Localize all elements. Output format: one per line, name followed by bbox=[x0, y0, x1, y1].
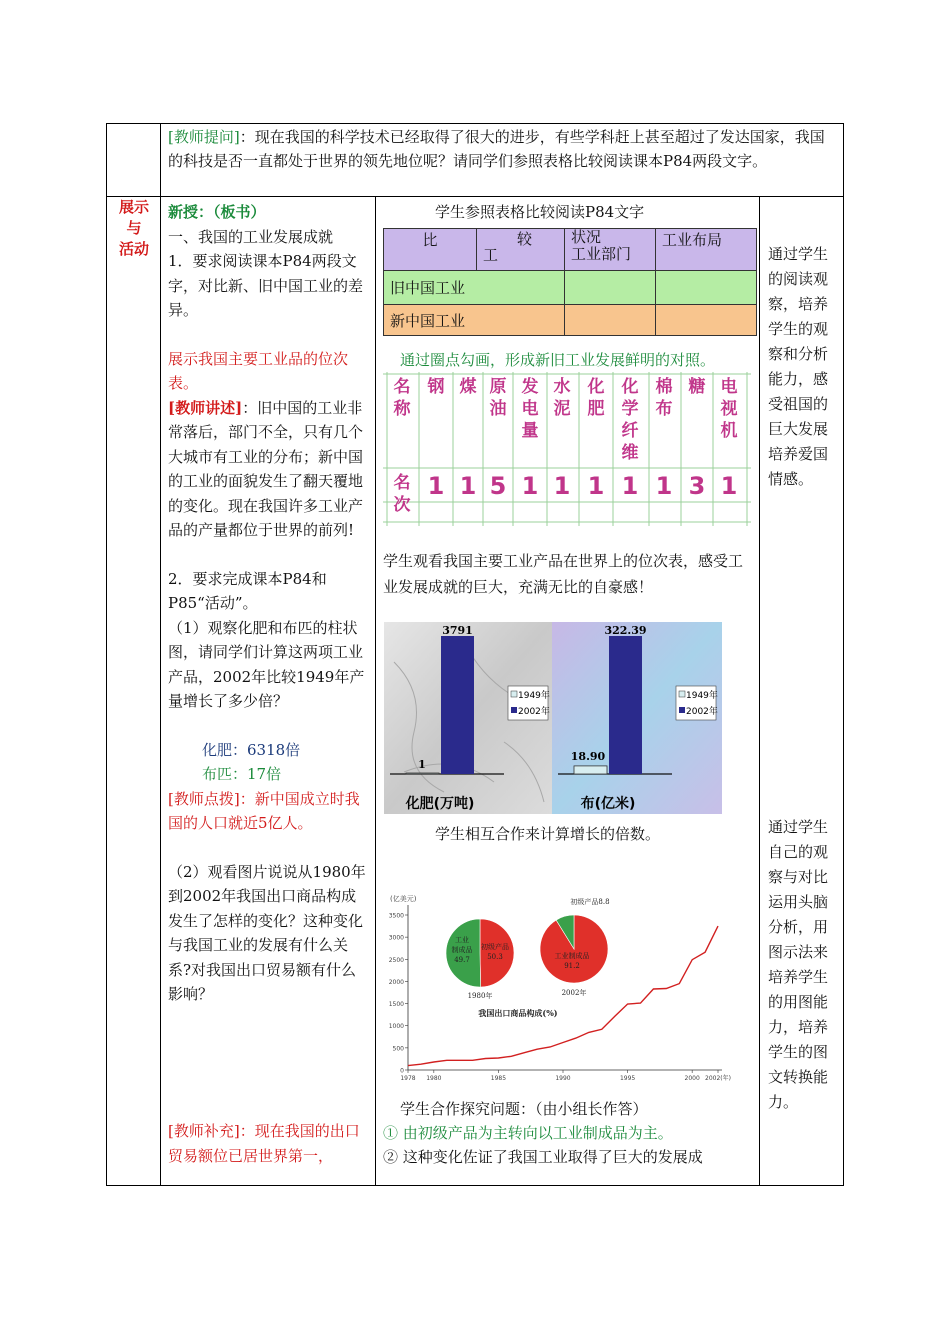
old-china-row bbox=[384, 271, 757, 305]
export-x-tick-label: 1990 bbox=[555, 1075, 571, 1082]
cloth-legend-swatch-1949 bbox=[679, 691, 685, 697]
pie-1980-label-a: 工业 bbox=[455, 936, 469, 944]
teacher-talk-text: ：旧中国的工业非常落后，部门不全，只有几个大城市有工业的分布；新中国的工业的面貌发生了翻天覆地的变化。现在我国许多工业产品的产量都位于世界的前列! bbox=[168, 398, 364, 539]
rank-num-chem-fiber: 1 bbox=[621, 472, 639, 500]
new-china-label: 新中国工业 bbox=[384, 305, 565, 336]
purpose-1: 通过学生的阅读观察，培养学生的观察和分析能力，感受祖国的巨大发展培养爱国情感。 bbox=[768, 245, 829, 488]
cloth-label-1949: 18.90 bbox=[570, 749, 606, 763]
table-right-border bbox=[843, 123, 844, 1186]
fertilizer-title: 化肥(万吨) bbox=[405, 796, 475, 812]
cloth-title: 布(亿米) bbox=[580, 796, 636, 812]
export-chart bbox=[388, 875, 740, 1090]
step2-text: 2．要求完成课本P84和P85“活动”。 bbox=[168, 569, 327, 612]
teacher-supplement-text: ：现在我国的出口贸易额位已居世界第一， bbox=[168, 1122, 360, 1165]
table-bottom-border bbox=[106, 1185, 844, 1186]
rank-num-crude-oil: 5 bbox=[489, 472, 507, 500]
header-sector-label: 工业部门 bbox=[571, 245, 632, 263]
fertilizer-label-2002: 3791 bbox=[442, 624, 473, 637]
teacher-talk-tag: [教师讲述] bbox=[168, 398, 243, 417]
cloth-legend-2002: 2002年 bbox=[686, 707, 718, 717]
comparison-header-row bbox=[384, 229, 757, 271]
pie-2002-label-b: 91.2 bbox=[564, 962, 580, 970]
header-layout: 工业布局 bbox=[656, 229, 757, 271]
rank-num-sugar: 3 bbox=[688, 472, 706, 500]
rank-num-tv: 1 bbox=[720, 472, 738, 500]
new-china-layout-cell[interactable] bbox=[656, 305, 757, 336]
rank-name-coal: 煤 bbox=[459, 377, 477, 397]
fertilizer-label-1949: 1 bbox=[418, 758, 426, 771]
teacher-question-paragraph bbox=[168, 125, 836, 173]
rank-num-fertilizer: 1 bbox=[587, 472, 605, 500]
pie-1980-label-c: 49.7 bbox=[454, 956, 470, 964]
header-status-label: 状况 bbox=[571, 228, 602, 246]
new-china-row bbox=[384, 305, 757, 336]
header-compare-2 bbox=[477, 229, 565, 271]
teacher-activity-column bbox=[168, 200, 368, 1007]
col-divider-2 bbox=[375, 196, 376, 1186]
rank-name-crude-oil: 原油 bbox=[489, 377, 507, 419]
observe-text: 学生观看我国主要工业产品在世界上的位次表，感受工业发展成就的巨大，充满无比的自豪感！ bbox=[383, 552, 744, 596]
coop-calc-text: 学生相互合作来计算增长的倍数。 bbox=[435, 825, 661, 843]
export-x-tick-label: 1995 bbox=[619, 1075, 636, 1082]
rank-num-coal: 1 bbox=[459, 472, 477, 500]
answer-fertilizer: 化肥：6318倍 bbox=[202, 740, 301, 759]
question1-text: （1）观察化肥和布匹的柱状图，请同学们计算这两项工业产品，2002年比较1949年产量增长了多少倍？ bbox=[168, 618, 365, 710]
circle-note: 通过圈点勾画，形成新旧工业发展鲜明的对照。 bbox=[400, 351, 716, 369]
inquiry-text: 学生合作探究问题：（由小组长作答） bbox=[400, 1100, 648, 1118]
old-china-layout-cell[interactable] bbox=[656, 271, 757, 305]
pie-2002-year: 2002年 bbox=[561, 989, 587, 997]
new-lesson-heading: 新授：（板书） bbox=[168, 203, 266, 221]
teacher-hint-tag: [教师点拨] bbox=[168, 789, 240, 808]
rank-name-sugar: 糖 bbox=[688, 377, 706, 397]
purpose-2: 通过学生自己的观察与对比运用头脑分析，用图示法来培养学生的用图能力，培养学生的图文转换能力。 bbox=[768, 818, 829, 1111]
question2-text: （2）观看图片说说从1980年到2002年我国出口商品构成发生了怎样的变化？这种变化与我国工业的发展有什么关系?对我国出口贸易额有什么影响？ bbox=[168, 862, 366, 1003]
rank-name-fertilizer: 化肥 bbox=[587, 377, 605, 419]
pie-1980-year: 1980年 bbox=[467, 992, 493, 1000]
export-y-tick-label: 3000 bbox=[388, 934, 404, 942]
rank-name-steel: 钢 bbox=[427, 377, 445, 397]
fertilizer-bar-2002 bbox=[441, 636, 474, 774]
export-y-tick-label: 0 bbox=[400, 1067, 404, 1075]
fertilizer-legend-2002: 2002年 bbox=[518, 707, 550, 717]
section-heading: 一、我国的工业发展成就 bbox=[168, 227, 334, 246]
rank-table-image bbox=[383, 372, 751, 526]
export-y-tick-label: 3500 bbox=[388, 912, 404, 920]
teacher-question-tag: [教师提问] bbox=[168, 128, 240, 146]
bar-charts bbox=[384, 622, 722, 814]
read-title: 学生参照表格比较阅读P84文字 bbox=[435, 203, 645, 221]
cloth-legend-swatch-2002 bbox=[679, 707, 685, 713]
pie-1980-label-b: 制成品 bbox=[451, 946, 473, 954]
export-y-tick-label: 1500 bbox=[388, 1001, 404, 1009]
teacher-question-text: ：现在我国的科学技术已经取得了很大的进步，有些学科赶上甚至超过了发达国家，我国的科技是否一直都处于世界的领先地位呢？请同学们参照表格比较阅读课本P84两段文字。 bbox=[168, 128, 825, 170]
export-y-tick-label: 1000 bbox=[388, 1023, 404, 1031]
cloth-bar-1949 bbox=[574, 766, 607, 774]
pie-2002-label-small: 初级产品8.8 bbox=[570, 898, 610, 906]
section-label-line2: 与 bbox=[126, 219, 142, 237]
pie-1980-label-e: 50.3 bbox=[487, 953, 503, 961]
col-divider-1 bbox=[160, 123, 161, 1186]
export-x-tick-label: 1978 bbox=[400, 1075, 416, 1082]
export-y-unit: (亿美元) bbox=[390, 895, 417, 903]
fertilizer-legend-swatch-2002 bbox=[511, 707, 517, 713]
table-top-border bbox=[106, 123, 844, 124]
teacher-supplement bbox=[168, 1119, 368, 1168]
answer-2: ② 这种变化佐证了我国工业取得了巨大的发展成 bbox=[383, 1148, 703, 1166]
rank-name-cement: 水泥 bbox=[553, 377, 571, 419]
rank-num-cotton-cloth: 1 bbox=[655, 472, 673, 500]
export-caption: 我国出口商品构成(%) bbox=[478, 1008, 558, 1018]
section-label bbox=[111, 197, 157, 260]
export-x-tick-label: 1980 bbox=[426, 1075, 442, 1082]
header-gong-char: 工 bbox=[483, 246, 499, 264]
export-y-tick-label: 500 bbox=[392, 1045, 404, 1053]
export-x-tick-label: 1985 bbox=[490, 1075, 507, 1082]
teacher-supplement-tag: [教师补充] bbox=[168, 1122, 240, 1140]
cloth-label-2002: 322.39 bbox=[604, 624, 647, 637]
export-x-tick-label: 2000 bbox=[684, 1075, 700, 1082]
old-china-sector-cell[interactable] bbox=[565, 271, 656, 305]
fertilizer-bar-1949 bbox=[406, 773, 439, 774]
header-compare-char: 较 bbox=[516, 230, 532, 248]
new-china-sector-cell[interactable] bbox=[565, 305, 656, 336]
row-divider bbox=[106, 196, 844, 197]
section-label-line1: 展示 bbox=[118, 198, 149, 216]
comparison-table bbox=[383, 228, 757, 336]
header-compare: 比 bbox=[384, 229, 477, 271]
old-china-label: 旧中国工业 bbox=[384, 271, 565, 305]
export-y-tick-label: 2000 bbox=[388, 978, 404, 986]
rank-name-header: 名称 bbox=[393, 377, 411, 419]
section-label-line3: 活动 bbox=[118, 240, 149, 258]
pie-2002-label-a: 工业制成品 bbox=[554, 952, 590, 960]
fertilizer-legend-swatch-1949 bbox=[511, 691, 517, 697]
fertilizer-legend-1949: 1949年 bbox=[518, 691, 550, 701]
step1-text: 1．要求阅读课本P84两段文字，对比新、旧中国工业的差异。 bbox=[168, 252, 364, 319]
rank-num-power: 1 bbox=[521, 472, 539, 500]
answer-cloth: 布匹：17倍 bbox=[202, 765, 282, 783]
rank-name-tv: 电视机 bbox=[720, 377, 738, 441]
rank-num-cement: 1 bbox=[553, 472, 571, 500]
col-divider-3 bbox=[759, 196, 760, 1186]
header-status bbox=[565, 229, 656, 271]
answer-1: ① 由初级产品为主转向以工业制成品为主。 bbox=[383, 1124, 673, 1142]
rank-num-steel: 1 bbox=[427, 472, 445, 500]
rank-name-power: 发电量 bbox=[521, 377, 539, 441]
rank-name-cotton-cloth: 棉布 bbox=[655, 377, 673, 419]
export-x-tick-label: 2002(年) bbox=[705, 1075, 731, 1082]
rank-name-chem-fiber: 化学纤维 bbox=[621, 377, 639, 463]
rank-num-header: 名次 bbox=[393, 473, 411, 515]
cloth-legend-1949: 1949年 bbox=[686, 691, 718, 701]
show-rank-text: 展示我国主要工业品的位次表。 bbox=[168, 349, 349, 392]
pie-1980-label-d: 初级产品 bbox=[481, 943, 509, 951]
export-y-tick-label: 2500 bbox=[388, 956, 404, 964]
teacher-hint-text: ：新中国成立时我国的人口就近5亿人。 bbox=[168, 789, 360, 832]
cloth-bar-2002 bbox=[609, 636, 642, 774]
table-left-border bbox=[106, 123, 107, 1186]
